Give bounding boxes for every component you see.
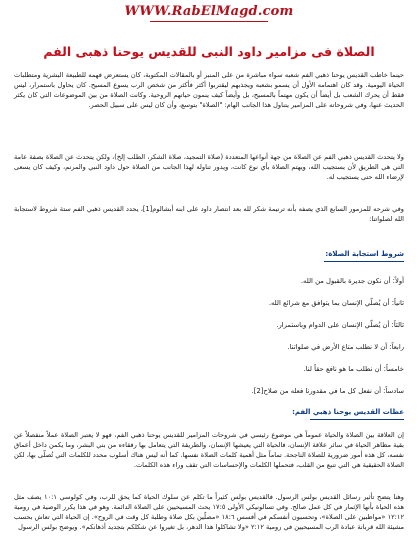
section2-heading-underline [310,419,404,420]
condition-item: ثانياً: أن يُصلّي الإنسان بما يتوافق مع شرائع الله. [268,299,404,307]
condition-item: ثالثاً: أن يُصلّي الإنسان على الدوام وباستمرار. [276,321,404,329]
conditions-heading: شروط استجابة الصلاة: [325,250,404,258]
page-title: الصلاة فى مزامير داود النبى للقديس يوحنا ذهبى الفم [43,44,375,59]
section2-heading: عظات القديس يوحنا ذهبي الفم: [292,408,404,416]
section2-paragraph-1: إن العلاقة بين الصلاة والحياة عموماً هي موضوع رئيسي في شروحات المزامير للقديس يوحنا ذهبي الفم، فهو لا يعتبر الصلاة عملاً منفصلاً عن بقية مظاهر الحياة في سائر علاقة الإنسان، فالحياة التي يعيشها الإنسان، والطريقة التي يتعامل بها رفقاءه من بني البشر، وما يكمن داخل أعماق نفسه، كل هذه أمور ضرورية للصلاة الناجحة. تماماً مثل أهمية كلمات الصلاة نفسها. كما أنه ليس هناك أسلوب محدد للكلمات التي تُصلّى بها، لكن الصلاة الحقيقية هي التي تنبع من القلب، فتحملها الكلمات والإحساسات التي تقف وراء هذه الكلمات. [14,431,404,469]
conditions-heading-underline [324,261,404,262]
site-url[interactable]: WWW.RabElMagd.com [124,4,294,19]
condition-item: سادساً: أن نفعل كل ما في مقدورنا فعله من صلاح[2]. [251,387,404,395]
condition-item: رابعاً: أن لا نطلب متاع الأرض في صلواتنا. [287,343,404,351]
intro-paragraph-3: وفي شرحه للمزمور السابع الذي يصفه بأنه ترنيمة شكر لله بعد انتصار داود على ابنه أبشالوم[1]، يحدد القديس ذهبي الفم ستة شروط لاستجابة الله لصلواتنا: [14,205,404,223]
condition-item: خامساً: أن نطلب ما هو نافع حقاً لنا. [303,365,404,373]
section2-paragraph-2: وهنا يتضح تأثير رسائل القديس بولس الرسول. فالقديس بولس كثيراً ما تكلم عن سلوك الحياة كما يحق للرب، وفي كولوسي ١٠:١ يصف مثل هذه الحياة بأنها الإثمار في كل عمل صالح. وفي تسالونيكي الأولى ١٧:٥ يحث المسيحيين على الصلاة الدائمة. وهو في هذا يكرر الوصية في رومية ١٢:١٢ «مواظبين على الصلاة»، وتحسبون أنفسكم في أفسس ١٨:٦ «مصلّين بكل صلاة وطلبة كل وقت في الروح». إن الحياة التي تعاش بحسب مشيئة الله قربانة عبادة الرب المسيحيين في رومية ٢:١٢ «ولا تشاكلوا هذا الدهر، بل تغيروا عن شكلكم بتجديد أذهانكم». ويوضح بولس الرسول [14,493,404,531]
site-url-underline [150,21,268,22]
intro-paragraph-2: ولا يتحدث القديس ذهبي الفم عن الصلاة من جهة أنواعها المتعددة (صلاة التمجيد، صلاة الشكر، الطلب إلخ)، ولكن يتحدث عن الصلاة بصفة عامة التي هي الطريق لأن يستجيب الله، ويهتم الصلاة بأي نوع كانت، ويدور تناوله لهذا الجانب من الصلاة حول داود النبي والمرنم، وكيف كان يسعى لإرضاء الله حتى يستجيب له. [14,153,404,181]
condition-item: أولاً: أن نكون جديرة بالقبول من الله. [300,277,404,285]
intro-paragraph-1: حينما خاطب القديس يوحنا ذهبي الفم شعبه سواء مباشرة من على المنبر أو بالمقالات المكتوبة، كان يستعرض فهمه للطبيعة البشرية ومتطلبات الحياة اليومية. وقد كان اهتمامه الأول أن يسمو بشعبه ويجذبهم ليقتربوا أكثر فأكثر من شخص الرب يسوع المسيح. كان يحاول باستمرار، ليس فقط أن يحرك الشعب بل أيضاً أن يكون مهتماً بالمسيح، بل وأيضاً كيف ينمون حياتهم الروحية. وكانت الصلاة من بين الموضوعات التي كان يكثر الحديث عنها، وفي شروحاته على المزامير يتناول هذا الجانب الهام: "الصلاة" بتوسع، وأن كان ليس على سبيل الحصر. [14,71,404,109]
